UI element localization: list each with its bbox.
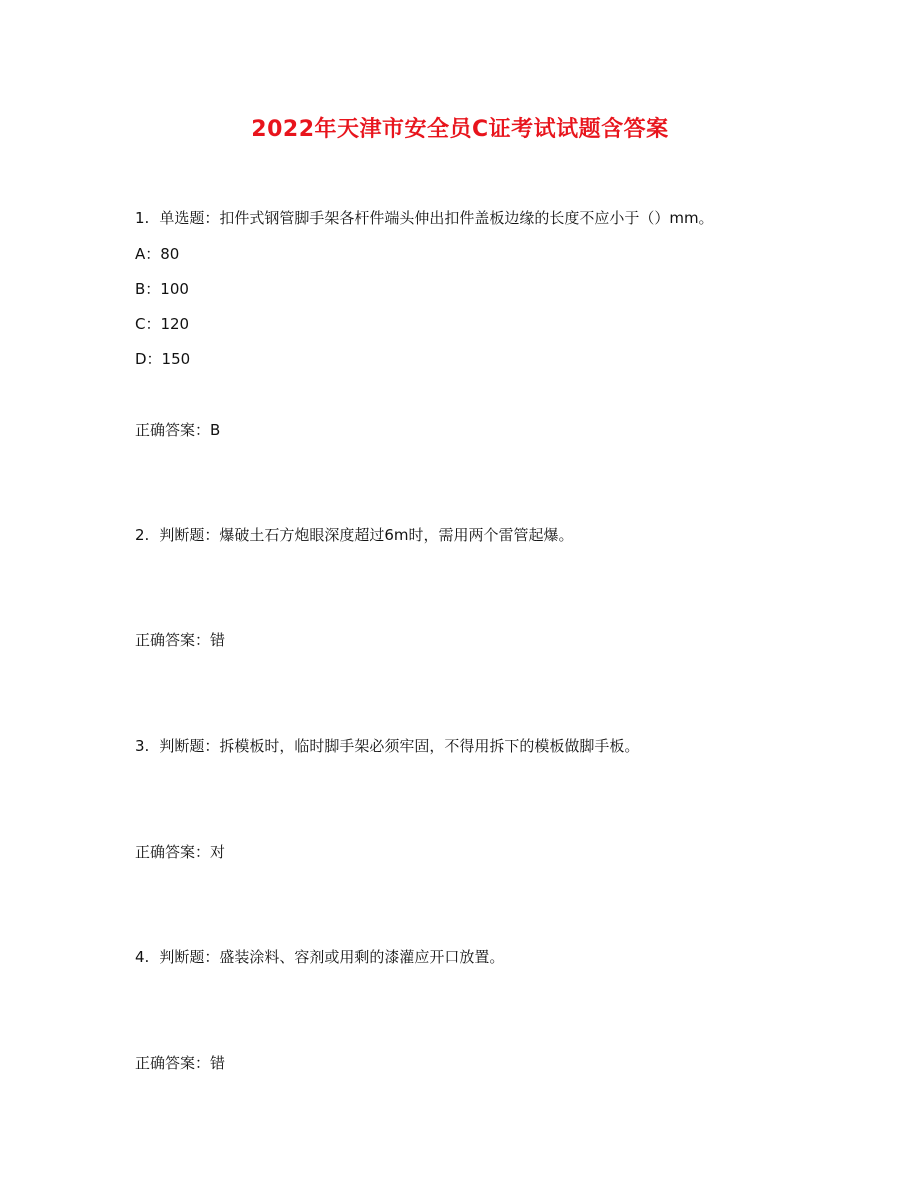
question-number: 2. — [135, 526, 150, 544]
page-title: 2022年天津市安全员C证考试试题含答案 — [251, 117, 669, 142]
answer-label: 正确答案： — [135, 421, 211, 439]
question-text: 拆模板时，临时脚手架必须牢固，不得用拆下的模板做脚手板。 — [219, 737, 640, 755]
question-type: 判断题： — [159, 526, 220, 544]
answer-label: 正确答案： — [135, 1054, 211, 1072]
question-number: 3. — [135, 737, 150, 755]
question-number: 1. — [135, 209, 150, 227]
option-b: B：100 — [135, 280, 189, 298]
answer-1 — [135, 420, 220, 440]
option-a: A：80 — [135, 245, 180, 263]
question-text: 盛装涂料、容剂或用剩的漆灌应开口放置。 — [219, 948, 505, 966]
question-type: 判断题： — [159, 948, 220, 966]
answer-value: 错 — [210, 1054, 226, 1072]
question-3 — [135, 736, 639, 756]
question-4 — [135, 947, 504, 967]
question-1 — [135, 208, 714, 228]
question-text: 扣件式钢管脚手架各杆件端头伸出扣件盖板边缘的长度不应小于（）mm。 — [219, 209, 714, 227]
question-text: 爆破土石方炮眼深度超过6m时，需用两个雷管起爆。 — [219, 526, 574, 544]
option-d: D：150 — [135, 350, 191, 368]
question-2 — [135, 525, 574, 545]
question-type: 判断题： — [159, 737, 220, 755]
answer-2 — [135, 630, 225, 650]
answer-3 — [135, 842, 225, 862]
question-number: 4. — [135, 948, 150, 966]
question-type: 单选题： — [159, 209, 220, 227]
option-c: C：120 — [135, 315, 190, 333]
answer-value: B — [210, 421, 221, 439]
answer-label: 正确答案： — [135, 631, 211, 649]
answer-label: 正确答案： — [135, 843, 211, 861]
answer-value: 对 — [210, 843, 226, 861]
answer-4 — [135, 1053, 225, 1073]
answer-value: 错 — [210, 631, 226, 649]
